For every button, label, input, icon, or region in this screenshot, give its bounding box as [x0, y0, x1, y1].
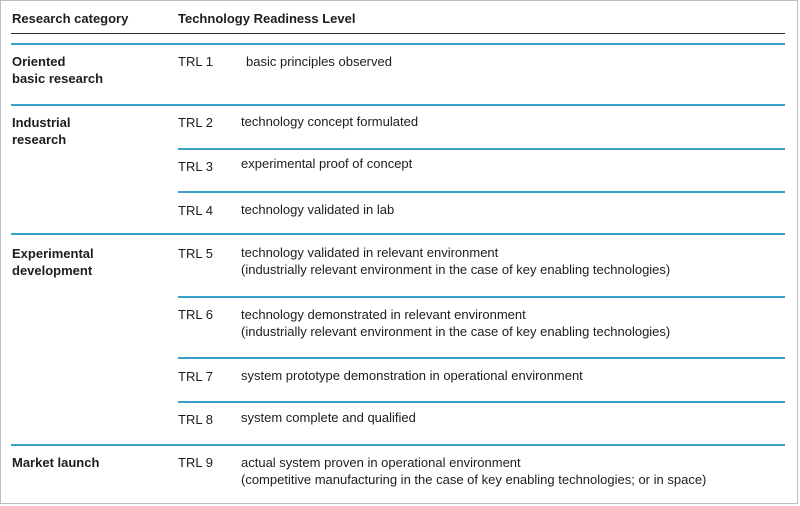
trl-description-line: technology validated in relevant environment: [241, 245, 499, 260]
trl-description-line: (industrially relevant environment in the case of key enabling technologies): [241, 324, 671, 339]
row-divider: [178, 357, 785, 359]
trl-description-line: experimental proof of concept: [241, 156, 413, 171]
trl-description-line: technology demonstrated in relevant environment: [241, 307, 526, 322]
trl-label: TRL 3: [178, 159, 213, 174]
header-technology-readiness-level: Technology Readiness Level: [178, 11, 356, 26]
category-line: development: [12, 263, 93, 278]
row-divider: [178, 191, 785, 193]
trl-description: [241, 244, 789, 278]
category-line: Oriented: [12, 54, 66, 69]
trl-description: [241, 454, 789, 488]
category-oriented-basic-research: [12, 53, 162, 87]
trl-description: [241, 113, 789, 130]
category-line: Industrial: [12, 115, 71, 130]
row-divider: [178, 401, 785, 403]
trl-description: [241, 306, 789, 340]
trl-label: TRL 5: [178, 246, 213, 261]
trl-label: TRL 8: [178, 412, 213, 427]
row-divider: [178, 148, 785, 150]
trl-label: TRL 4: [178, 203, 213, 218]
trl-description-line: (competitive manufacturing in the case of key enabling technologies; or in space): [241, 472, 707, 487]
trl-description-line: basic principles observed: [246, 54, 392, 69]
section-divider: [11, 444, 785, 446]
trl-description-line: (industrially relevant environment in the case of key enabling technologies): [241, 262, 671, 277]
trl-description: [241, 201, 789, 218]
category-line: research: [12, 132, 67, 147]
trl-description-line: system prototype demonstration in operational environment: [241, 368, 583, 383]
category-market-launch: [12, 454, 162, 471]
trl-description: [241, 409, 789, 426]
trl-description: [241, 155, 789, 172]
trl-description-line: system complete and qualified: [241, 410, 416, 425]
section-divider: [11, 233, 785, 235]
trl-label: TRL 6: [178, 307, 213, 322]
category-industrial-research: [12, 114, 162, 148]
header-research-category: Research category: [12, 11, 129, 26]
trl-description-line: technology concept formulated: [241, 114, 419, 129]
category-experimental-development: [12, 245, 162, 279]
trl-description: [241, 367, 789, 384]
row-divider: [178, 296, 785, 298]
trl-description-line: technology validated in lab: [241, 202, 395, 217]
section-divider: [11, 43, 785, 45]
trl-label: TRL 2: [178, 115, 213, 130]
trl-label: TRL 7: [178, 369, 213, 384]
section-divider: [11, 104, 785, 106]
category-line: Experimental: [12, 246, 94, 261]
trl-description-line: actual system proven in operational environment: [241, 455, 521, 470]
trl-description: [246, 53, 794, 70]
header-rule: [11, 33, 785, 34]
category-line: Market launch: [12, 455, 100, 470]
trl-label: TRL 9: [178, 455, 213, 470]
trl-label: TRL 1: [178, 54, 213, 69]
category-line: basic research: [12, 71, 104, 86]
